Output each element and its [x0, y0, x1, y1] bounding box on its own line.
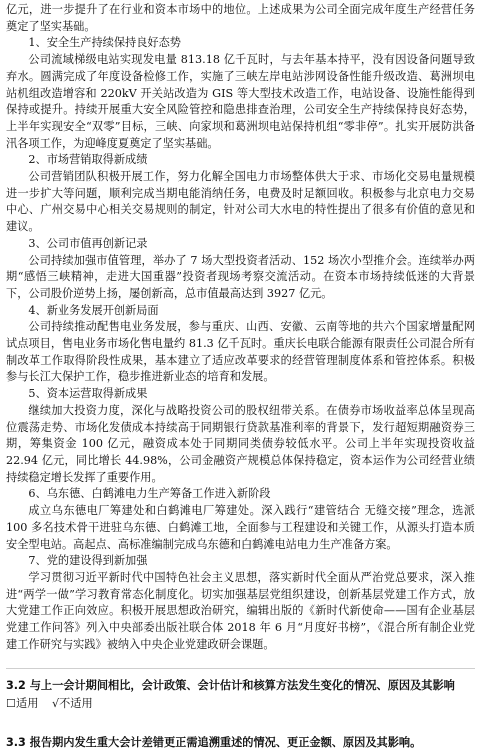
- paragraph-new-business: 公司持续推动配售电业务发展，参与重庆、山西、安徽、云南等地的共六个国家增量配网试点项目，售电业务市场化售电量约 81.3 亿千瓦时。重庆长电联合能源有限责任公司混合所有制改革工作取得阶段性成果，基本建立了适应改革要求的经营管理制度体系和管控体系。积极参与长江大保护工作，稳步推进新业态的培育和发展。: [6, 320, 475, 384]
- section-3-2-options: [6, 696, 475, 713]
- heading-market-value: 3、公司市值再创新记录: [28, 236, 148, 250]
- section-divider: [6, 668, 475, 669]
- paragraph-capital: 继续加大投资力度，深化与战略投资公司的股权纽带关系。在债券市场收益率总体呈现高位震荡走势、市场化发债成本持续高于同期银行贷款基准利率的背景下，发行超短期融资券三期，筹集资金 100 亿元，融资成本处于同期同类债券较低水平。公司上半年实现投资收益 22.94 亿元，同比增长 44.98%，公司金融资产规模总体保持稳定，资本运作为公司经营业绩持续稳定增长发挥了重要作用。: [6, 403, 475, 484]
- section-3-3-title: 3.3 报告期内发生重大会计差错更正需追溯重述的情况、更正金额、原因及其影响。: [6, 736, 422, 750]
- paragraph-preparation: 成立乌东德电厂筹建处和白鹤滩电厂筹建处。深入践行“建管结合 无缝交接”理念，选派 100 多名技术骨干进驻乌东德、白鹤滩工地，全面参与工程建设和关键工作，从源头打造本质安全型电站。高起点、高标准编制完成乌东德和白鹤滩电站电力生产准备方案。: [6, 504, 475, 551]
- heading-new-business: 4、新业务发展开创新局面: [28, 303, 159, 317]
- paragraph-market-value: 公司持续加强市值管理，举办了 7 场大型投资者活动、152 场次小型推介会。连续举办两期“感悟三峡精神，走进大国重器”投资者现场考察交流活动。在资本市场持续低迷的大背景下，公司股价逆势上扬，屡创新高，总市值最高达到 3927 亿元。: [6, 253, 475, 300]
- heading-party-building: 7、党的建设得到新加强: [28, 554, 148, 568]
- heading-capital: 5、资本运营取得新成果: [28, 387, 148, 401]
- heading-safety: 1、安全生产持续保持良好态势: [28, 36, 181, 50]
- heading-marketing: 2、市场营销取得新成绩: [28, 153, 148, 167]
- paragraph-party-building: 学习贯彻习近平新时代中国特色社会主义思想，落实新时代全面从严治党总要求，深入推进“两学一做”学习教育常态化制度化。切实加强基层党组织建设，创新基层党建工作方式，放大党建工作正向效应。积极开展思想政治研究，编辑出版的《新时代新使命——国有企业基层党建工作问答》列入中央部委出版社联合体 2018 年 6 月“月度好书榜”，《混合所有制企业党建工作研究与实践》被纳入中央企业党建政研会课题。: [6, 570, 475, 651]
- paragraph-safety: 公司流域梯级电站实现发电量 813.18 亿千瓦时，与去年基本持平，没有因设备问题导致弃水。圆满完成了年度设备检修工作，实施了三峡左岸电站涉网设备性能升级改造、葛洲坝电站机组改造增容和 220kV 开关站改造为 GIS 等大型技术改造工作，电站设备、设施性能得到保持或提升。持续开展重大安全风险管控和隐患排查治理，公司安全生产持续保持良好态势，上半年实现安全“双零”目标，三峡、向家坝和葛洲坝电站保持机组“零非停”。扎实开展防洪备汛各项工作，为迎峰度夏奠定了坚实基础。: [6, 53, 475, 150]
- heading-preparation: 6、乌东德、白鹤滩电力生产筹备工作进入新阶段: [28, 487, 271, 501]
- option-not-applicable: √不适用: [51, 697, 93, 711]
- option-applicable: ☐适用: [6, 697, 39, 711]
- section-3-2-title: 3.2 与上一会计期间相比，会计政策、会计估计和核算方法发生变化的情况、原因及其影响: [6, 679, 455, 693]
- intro-paragraph: 亿元，进一步提升了在行业和资本市场中的地位。上述成果为公司全面完成年度生产经营任务奠定了坚实基础。: [6, 3, 475, 33]
- paragraph-marketing: 公司营销团队积极开展工作，努力化解全国电力市场整体供大于求、市场化交易电量规模进一步扩大等问题，顺利完成当期电能消纳任务，电费及时足额回收。积极参与北京电力交易中心、广州交易中心相关交易规则的制定，针对公司大水电的特性提出了很多有价值的意见和建议。: [6, 170, 475, 234]
